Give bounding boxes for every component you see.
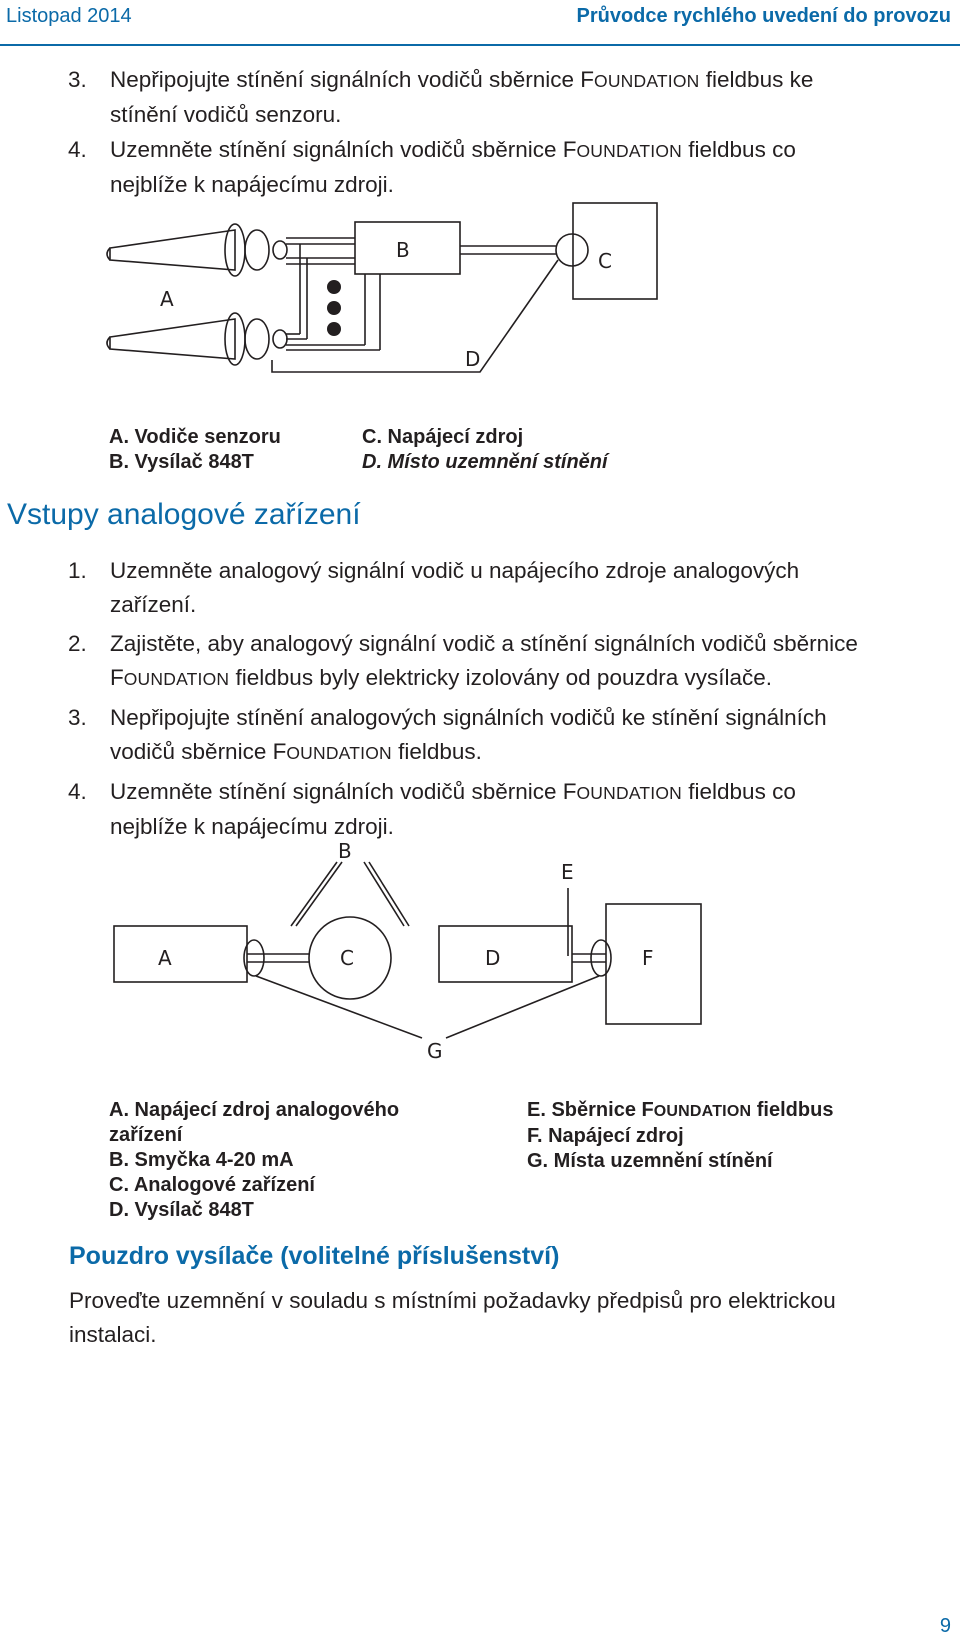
power-supply-terminal (556, 234, 588, 266)
figure1-label-a: A (160, 287, 174, 311)
list-item-text: Uzemněte stínění signálních vodičů sběrnice FOUNDATION fieldbus co nejblíže k napájecímu zdroji. (110, 779, 796, 839)
figure2-label-g: G (427, 1039, 443, 1063)
legend-item-b: B. Smyčka 4-20 mA (109, 1149, 294, 1171)
figure2-label-c: C (340, 946, 354, 970)
legend-item-f: F. Napájecí zdroj (527, 1125, 684, 1147)
list-item-2 (68, 627, 948, 696)
list-item-3 (68, 63, 948, 132)
figure2-label-e: E (561, 860, 574, 884)
section-heading-analog: Vstupy analogové zařízení (7, 498, 361, 531)
legend-item-a: A. Napájecí zdroj analogového (109, 1099, 400, 1121)
figure-analog-wiring (0, 840, 960, 1080)
figure1-legend-col2 (362, 425, 608, 475)
list-item-3b (68, 701, 948, 770)
legend-item-g: G. Místa uzemnění stínění (527, 1150, 773, 1172)
list-item-number: 3. (68, 705, 87, 730)
list-item-text: Uzemněte stínění signálních vodičů sběrnice FOUNDATION fieldbus co nejblíže k napájecímu zdroji. (110, 137, 796, 197)
list-item-1 (68, 554, 948, 622)
figure2-legend-col1 (109, 1098, 399, 1223)
power-supply-box (573, 203, 657, 299)
wire-dot (327, 301, 341, 315)
figure2-label-f: F (642, 946, 654, 970)
list-item-text: Nepřipojujte stínění signálních vodičů sběrnice FOUNDATION fieldbus ke stínění vodičů senzoru. (110, 67, 814, 127)
shield-oval-right (591, 940, 611, 976)
header-guide-title: Průvodce rychlého uvedení do provozu (576, 5, 951, 27)
legend-item-c: C. Napájecí zdroj (362, 426, 524, 448)
shield-ground-line (272, 260, 558, 372)
list-item-number: 2. (68, 631, 87, 656)
figure2-legend-col2 (527, 1098, 833, 1174)
list-item-text: Nepřipojujte stínění analogových signálních vodičů ke stínění signálních vodičů sběrnice FOUNDATION fieldbus. (110, 705, 827, 764)
list-item-number: 4. (68, 779, 87, 804)
analog-power-supply-box (114, 926, 247, 982)
legend-item-d: D. Místo uzemnění stínění (362, 451, 608, 473)
figure1-label-d: D (465, 347, 481, 371)
wire-dot (327, 280, 341, 294)
list-item-text: Uzemněte analogový signální vodič u napájecího zdroje analogových zařízení. (110, 558, 800, 617)
header-date: Listopad 2014 (6, 5, 132, 27)
section-heading-housing: Pouzdro vysílače (volitelné příslušenství) (69, 1242, 560, 1270)
figure2-label-a: A (158, 946, 172, 970)
figure-sensor-wiring (0, 200, 960, 380)
figure2-label-b: B (338, 840, 352, 863)
legend-item-a-cont: zařízení (109, 1124, 183, 1146)
legend-item-a: A. Vodiče senzoru (109, 426, 281, 448)
legend-item-e: E. Sběrnice FOUNDATION fieldbus (527, 1099, 834, 1121)
list-item-number: 1. (68, 558, 87, 583)
sensor-probe-top (110, 230, 235, 270)
transmitter-box (439, 926, 572, 982)
legend-item-b: B. Vysílač 848T (109, 451, 254, 473)
legend-item-d: D. Vysílač 848T (109, 1199, 254, 1221)
wire-dot (327, 322, 341, 336)
header-rule (0, 44, 960, 46)
list-item-number: 3. (68, 67, 87, 92)
sensor-probe-bottom (110, 319, 235, 359)
figure1-label-b: B (396, 238, 410, 262)
figure1-label-c: C (598, 249, 612, 273)
figure2-label-d: D (485, 946, 501, 970)
housing-paragraph: Proveďte uzemnění v souladu s místními požadavky předpisů pro elektrickou instalaci. (69, 1288, 836, 1347)
list-item-4b (68, 775, 948, 844)
legend-item-c: C. Analogové zařízení (109, 1174, 315, 1196)
page-number: 9 (939, 1615, 951, 1637)
list-item-4 (68, 133, 948, 202)
list-item-number: 4. (68, 137, 87, 162)
figure1-legend-col1 (109, 425, 281, 475)
list-item-text: Zajistěte, aby analogový signální vodič a stínění signálních vodičů sběrnice FOUNDATION fieldbus byly elektricky izolovány od pouzdra vysílače. (110, 631, 858, 690)
